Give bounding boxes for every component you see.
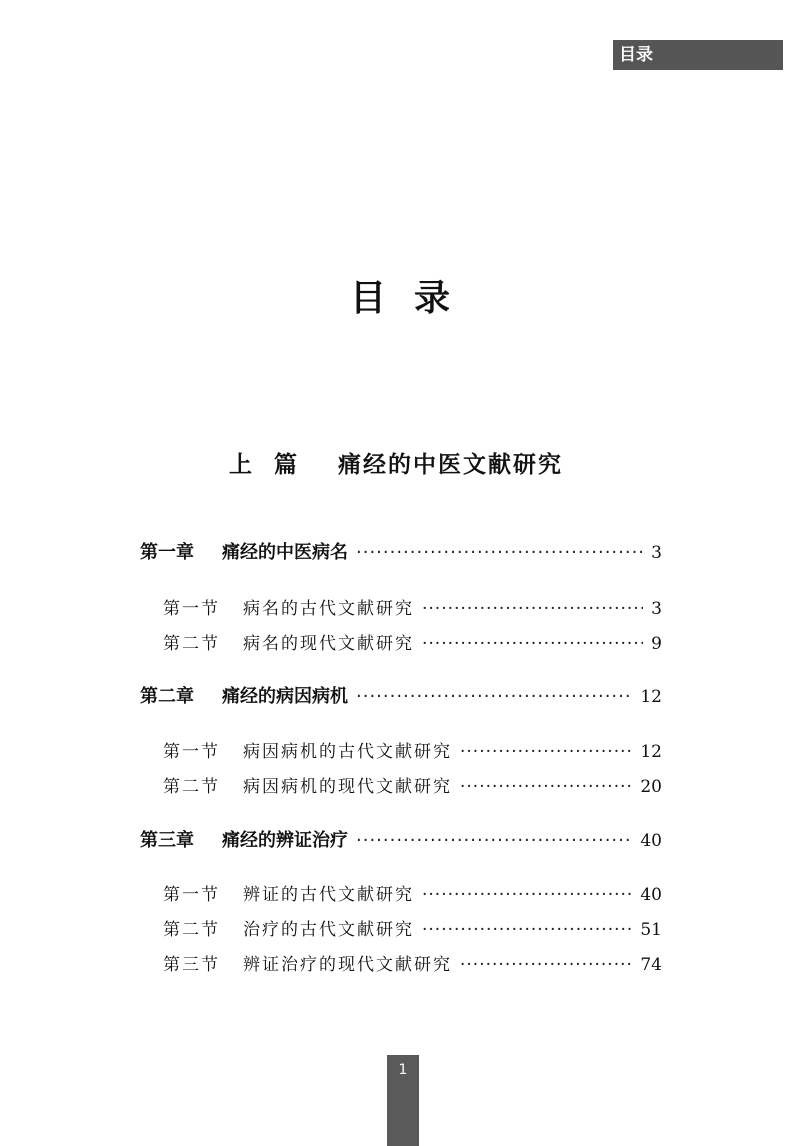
header-section-tab: 目录 bbox=[613, 40, 783, 70]
page-ref: 3 bbox=[651, 543, 662, 563]
section-number: 第一节 bbox=[163, 599, 220, 619]
dot-leader bbox=[460, 955, 632, 975]
section-title: 辨证治疗的现代文献研究 bbox=[243, 955, 452, 975]
section-title: 病因病机的古代文献研究 bbox=[243, 742, 452, 762]
section-number: 第二节 bbox=[163, 634, 220, 654]
toc-chapter-2[interactable] bbox=[140, 682, 662, 708]
toc-section-1-1[interactable] bbox=[163, 594, 662, 619]
toc-section-3-1[interactable] bbox=[163, 880, 662, 905]
chapter-number: 第三章 bbox=[140, 830, 194, 851]
section-number: 第一节 bbox=[163, 742, 220, 762]
toc-section-2-1[interactable] bbox=[163, 737, 662, 762]
section-title: 病名的现代文献研究 bbox=[243, 634, 414, 654]
toc-section-3-2[interactable] bbox=[163, 915, 662, 940]
dot-leader bbox=[422, 599, 643, 619]
section-title: 治疗的古代文献研究 bbox=[243, 920, 414, 940]
page-ref: 74 bbox=[640, 955, 662, 975]
dot-leader bbox=[460, 777, 632, 797]
toc-chapter-3[interactable] bbox=[140, 826, 662, 852]
page-ref: 12 bbox=[640, 687, 662, 707]
dot-leader bbox=[356, 830, 632, 851]
part-name: 痛经的中医文献研究 bbox=[338, 451, 563, 478]
toc-section-3-3[interactable] bbox=[163, 950, 662, 975]
toc-section-1-2[interactable] bbox=[163, 629, 662, 654]
page-ref: 3 bbox=[651, 599, 662, 619]
part-unit: 篇 bbox=[274, 451, 297, 478]
section-title: 辨证的古代文献研究 bbox=[243, 885, 414, 905]
page-title: 目录 bbox=[349, 278, 478, 319]
dot-leader bbox=[422, 920, 632, 940]
section-number: 第二节 bbox=[163, 920, 220, 940]
page-number-tab bbox=[387, 1055, 419, 1146]
toc-chapter-1[interactable] bbox=[140, 538, 662, 564]
page-ref: 51 bbox=[640, 920, 662, 940]
page-ref: 20 bbox=[640, 777, 662, 797]
chapter-number: 第一章 bbox=[140, 542, 194, 563]
chapter-title: 痛经的病因病机 bbox=[222, 686, 348, 707]
section-title: 病因病机的现代文献研究 bbox=[243, 777, 452, 797]
section-number: 第三节 bbox=[163, 955, 220, 975]
page-ref: 12 bbox=[640, 742, 662, 762]
section-number: 第一节 bbox=[163, 885, 220, 905]
chapter-title: 痛经的辨证治疗 bbox=[222, 830, 348, 851]
dot-leader bbox=[460, 742, 632, 762]
dot-leader bbox=[422, 634, 643, 654]
toc-section-2-2[interactable] bbox=[163, 772, 662, 797]
section-number: 第二节 bbox=[163, 777, 220, 797]
chapter-number: 第二章 bbox=[140, 686, 194, 707]
dot-leader bbox=[422, 885, 632, 905]
dot-leader bbox=[356, 686, 632, 707]
dot-leader bbox=[356, 542, 643, 563]
page-ref: 9 bbox=[651, 634, 662, 654]
chapter-title: 痛经的中医病名 bbox=[222, 542, 348, 563]
page-ref: 40 bbox=[640, 831, 662, 851]
page-ref: 40 bbox=[640, 885, 662, 905]
page-number: 1 bbox=[398, 1062, 408, 1078]
section-title: 病名的古代文献研究 bbox=[243, 599, 414, 619]
part-label: 上 bbox=[229, 451, 252, 478]
